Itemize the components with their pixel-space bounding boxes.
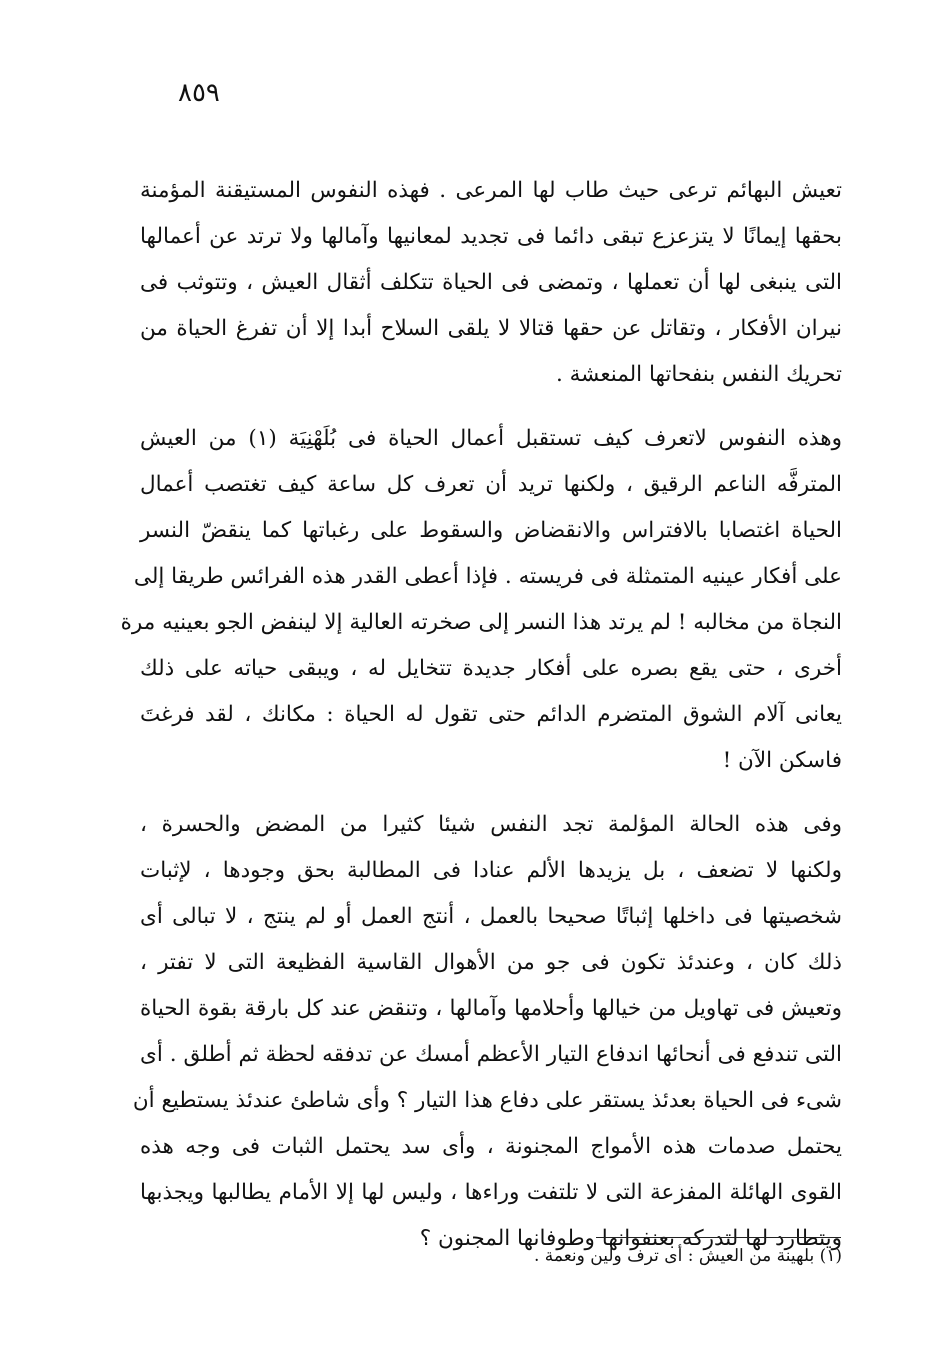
text-line: وتعيش فى تهاويل من خيالها وأحلامها وآمالها ، وتنقض عند كل بارقة بقوة الحياة <box>140 996 842 1021</box>
text-line: التى تندفع فى أنحائها اندفاع التيار الأعظم أمسك عن تدفقه لحظة ثم أطلق . أى <box>140 1042 842 1067</box>
page-number: ٨٥٩ <box>178 78 220 108</box>
footnote: (١) بلهينة من العيش : أى ترف ولين ونعمة . <box>533 1246 842 1266</box>
text-line: يعانى آلام الشوق المتضرم الدائم حتى تقول له الحياة : مكانك ، لقد فرغتَ <box>140 702 842 727</box>
footnote-divider <box>596 1237 841 1238</box>
paragraph-gap <box>140 398 842 416</box>
text-line: نيران الأفكار ، وتقاتل عن حقها قتالا لا يلقى السلاح أبدا إلا أن تفرغ الحياة من <box>140 316 842 341</box>
text-line: شخصيتها فى داخلها إثباتًا صحيحا بالعمل ، أنتج العمل أو لم ينتج ، لا تبالى أى <box>140 904 842 929</box>
paragraph-1 <box>140 168 842 398</box>
text-line: ويتطارد لها لتدركه بعنفوانها وطوفانها المجنون ؟ <box>419 1226 842 1251</box>
body-text <box>120 168 842 1262</box>
text-line: القوى الهائلة المفزعة التى لا تلتفت وراءها ، وليس لها إلا الأمام يطالبها ويجذبها <box>140 1180 842 1205</box>
text-line: تعيش البهائم ترعى حيث طاب لها المرعى . فهذه النفوس المستيقنة المؤمنة <box>140 178 842 203</box>
text-line: ولكنها لا تضعف ، بل يزيدها الألم عنادا فى المطالبة بحق وجودها ، لإثبات <box>140 858 842 883</box>
text-line: وهذه النفوس لاتعرف كيف تستقبل أعمال الحياة فى بُلَهْنِيَة (١) من العيش <box>140 426 842 451</box>
text-line: النجاة من مخالبه ! لم يرتد هذا النسر إلى صخرته العالية إلا لينفض الجو بعينيه مرة <box>120 610 842 635</box>
text-line: يحتمل صدمات هذه الأمواج المجنونة ، وأى سد يحتمل الثبات فى وجه هذه <box>140 1134 842 1159</box>
text-line: شىء فى الحياة بعدئذ يستقر على دفاع هذا التيار ؟ وأى شاطئ عندئذ يستطيع أن <box>132 1088 842 1113</box>
text-line: بحقها إيمانًا لا يتزعزع تبقى دائما فى تجديد لمعانيها وآمالها ولا ترتد عن أعمالها <box>140 224 842 249</box>
text-line: أخرى ، حتى يقع بصره على أفكار جديدة تتخايل له ، ويبقى حياته على ذلك <box>140 656 842 681</box>
text-line: فاسكن الآن ! <box>722 748 842 773</box>
text-line: التى ينبغى لها أن تعملها ، وتمضى فى الحياة تتكلف أثقال العيش ، وتتوثب فى <box>140 270 842 295</box>
paragraph-3 <box>132 802 842 1262</box>
text-line: تحريك النفس بنفحاتها المنعشة . <box>555 362 842 387</box>
paragraph-2 <box>120 416 842 784</box>
text-line: وفى هذه الحالة المؤلمة تجد النفس شيئا كثيرا من المضض والحسرة ، <box>140 812 842 837</box>
text-line: ذلك كان ، وعندئذ تكون فى جو من الأهوال القاسية الفظيعة التى لا تفتر ، <box>140 950 842 975</box>
text-line: الحياة اغتصابا بالافتراس والانقضاض والسقوط على رغباتها كما ينقضّ النسر <box>140 518 842 543</box>
paragraph-gap <box>140 784 842 802</box>
text-line: المترفَّه الناعم الرقيق ، ولكنها تريد أن تعرف كل ساعة كيف تغتصب أعمال <box>140 472 842 497</box>
text-line: على أفكار عينيه المتمثلة فى فريسته . فإذا أعطى القدر هذه الفرائس طريقا إلى <box>133 564 842 589</box>
